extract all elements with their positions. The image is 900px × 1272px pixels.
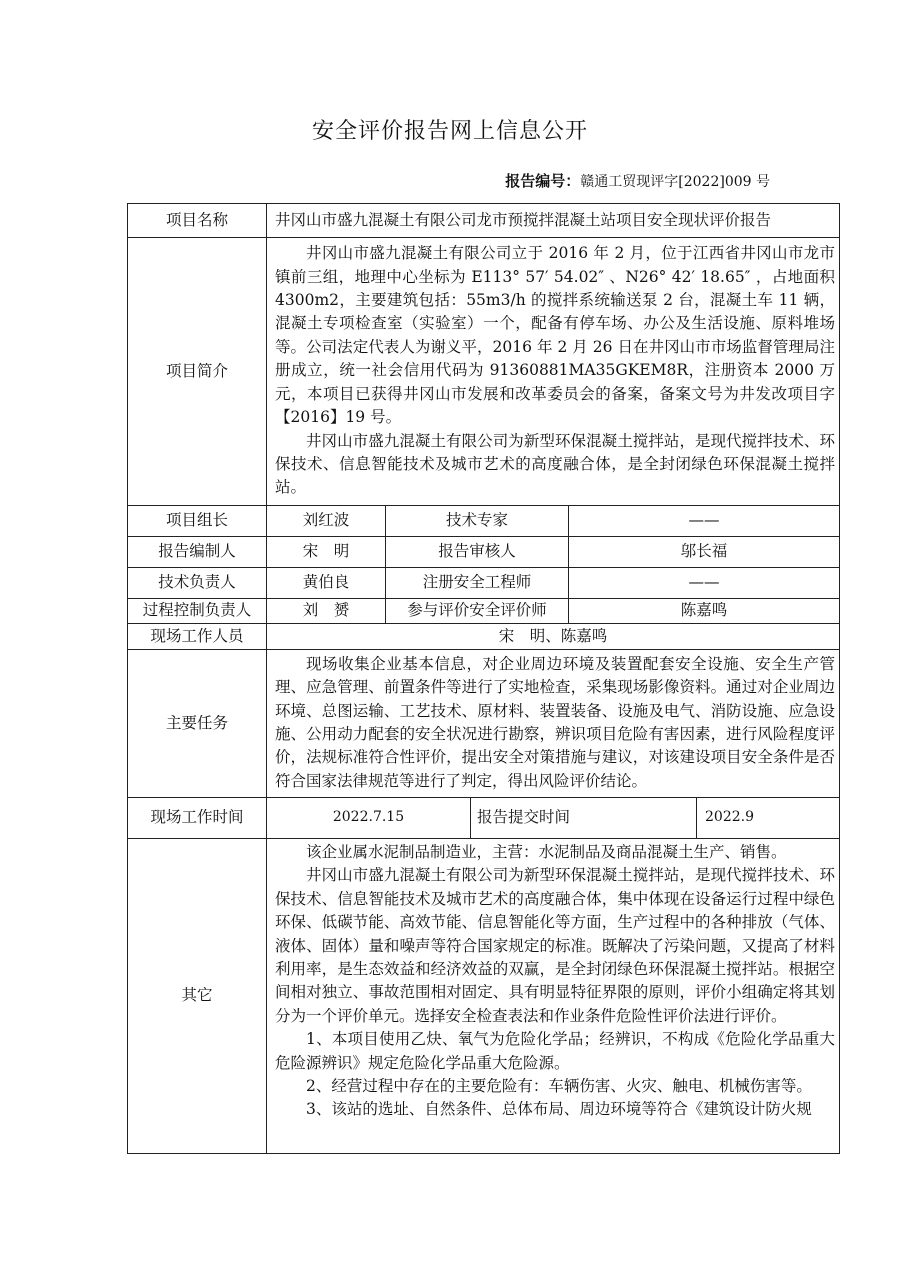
personnel-label: 项目组长	[128, 506, 267, 537]
other-paragraph: 1、本项目使用乙炔、氧气为危险化学品；经辨识，不构成《危险化学品重大危险源辨识》规定危险化学品重大危险源。	[275, 1030, 835, 1072]
project-name-value: 井冈山市盛九混凝土有限公司龙市预搅拌混凝土站项目安全现状评价报告	[267, 204, 840, 238]
personnel-row	[128, 537, 840, 568]
field-time-label: 现场工作时间	[128, 798, 267, 839]
intro-paragraph: 井冈山市盛九混凝土有限公司立于 2016 年 2 月，位于江西省井冈山市龙市镇前三组，地理中心坐标为 E113° 57′ 54.02″ 、N26° 42′ 18.65″ ，占地面积 4300m2，主要建筑包括：55m3/h 的搅拌系统输送泵 2 台，混凝土车 11 辆，混凝土专项检查室（实验室）一个，配备有停车场、办公及生活设施、原料堆场等。公司法定代表人为谢义平，2016 年 2 月 26 日在井冈山市市场监督管理局注册成立，统一社会信用代码为 91360881MA35GKEM8R，注册资本 2000 万元，本项目已获得井冈山市发展和改革委员会的备案，备案文号为井发改项目字【2016】19 号。	[275, 244, 835, 427]
row-times	[128, 798, 840, 839]
main-tasks-paragraph: 现场收集企业基本信息，对企业周边环境及装置配套安全设施、安全生产管理、应急管理、前置条件等进行了实地检查，采集现场影像资料。通过对企业周边环境、总图运输、工艺技术、原材料、装置装备、设施及电气、消防设施、应急设施、公用动力配套的安全状况进行勘察，辨识项目危险有害因素，进行风险程度评价，法规标准符合性评价，提出安全对策措施与建议，对该建设项目安全条件是否符合国家法律规范等进行了判定，得出风险评价结论。	[275, 654, 835, 790]
personnel-label: 报告审核人	[386, 537, 569, 568]
personnel-value: 宋 明	[267, 537, 386, 568]
submit-time-value: 2022.9	[697, 798, 840, 839]
personnel-label: 注册安全工程师	[386, 568, 569, 599]
row-project-name	[128, 204, 840, 238]
personnel-value: 邬长福	[569, 537, 840, 568]
personnel-value: 刘红波	[267, 506, 386, 537]
personnel-label: 过程控制负责人	[128, 599, 267, 624]
personnel-value: 陈嘉鸣	[569, 599, 840, 624]
main-tasks-text	[267, 650, 840, 798]
info-table	[127, 203, 840, 1154]
personnel-row	[128, 506, 840, 537]
project-intro-label: 项目简介	[128, 238, 267, 506]
personnel-value: 黄伯良	[267, 568, 386, 599]
other-paragraph: 3、该站的选址、自然条件、总体布局、周边环境等符合《建筑设计防火规	[306, 1100, 812, 1119]
row-project-intro	[128, 238, 840, 506]
other-paragraph: 2、经营过程中存在的主要危险有：车辆伤害、火灾、触电、机械伤害等。	[306, 1077, 812, 1096]
field-time-value: 2022.7.15	[267, 798, 471, 839]
main-tasks-label: 主要任务	[128, 650, 267, 798]
field-staff-value: 宋 明、陈嘉鸣	[267, 624, 840, 650]
submit-time-label: 报告提交时间	[471, 798, 697, 839]
intro-paragraph: 井冈山市盛九混凝土有限公司为新型环保混凝土搅拌站，是现代搅拌技术、环保技术、信息智能技术及城市艺术的高度融合体，是全封闭绿色环保混凝土搅拌站。	[275, 431, 835, 497]
row-other	[128, 839, 840, 1154]
other-paragraph: 该企业属水泥制品制造业，主营：水泥制品及商品混凝土生产、销售。	[306, 843, 787, 861]
report-number	[505, 170, 770, 191]
personnel-label: 参与评价安全评价师	[386, 599, 569, 624]
personnel-value: 刘 赟	[267, 599, 386, 624]
personnel-label: 技术负责人	[128, 568, 267, 599]
report-number-label: 报告编号：	[505, 172, 581, 190]
other-text	[267, 839, 840, 1154]
project-name-label: 项目名称	[128, 204, 267, 238]
row-main-tasks	[128, 650, 840, 798]
other-label: 其它	[128, 839, 267, 1154]
field-staff-label: 现场工作人员	[128, 624, 267, 650]
personnel-label: 技术专家	[386, 506, 569, 537]
personnel-value: ——	[569, 568, 840, 599]
personnel-row	[128, 568, 840, 599]
personnel-row	[128, 599, 840, 624]
project-intro-text	[267, 238, 840, 506]
row-field-staff	[128, 624, 840, 650]
other-paragraph: 井冈山市盛九混凝土有限公司为新型环保混凝土搅拌站，是现代搅拌技术、环保技术、信息智能技术及城市艺术的高度融合体，集中体现在设备运行过程中绿色环保、低碳节能、高效节能、信息智能化等方面，生产过程中的各种排放（气体、液体、固体）量和噪声等符合国家规定的标准。既解决了污染问题，又提高了材料利用率，是生态效益和经济效益的双赢，是全封闭绿色环保混凝土搅拌站。根据空间相对独立、事故范围相对固定、具有明显特征界限的原则，评价小组确定将其划分为一个评价单元。选择安全检查表法和作业条件危险性评价法进行评价。	[275, 866, 835, 1025]
report-number-value: 赣通工贸现评字[2022]009 号	[580, 174, 770, 190]
personnel-value: ——	[569, 506, 840, 537]
page-title: 安全评价报告网上信息公开	[311, 119, 588, 144]
personnel-label: 报告编制人	[128, 537, 267, 568]
